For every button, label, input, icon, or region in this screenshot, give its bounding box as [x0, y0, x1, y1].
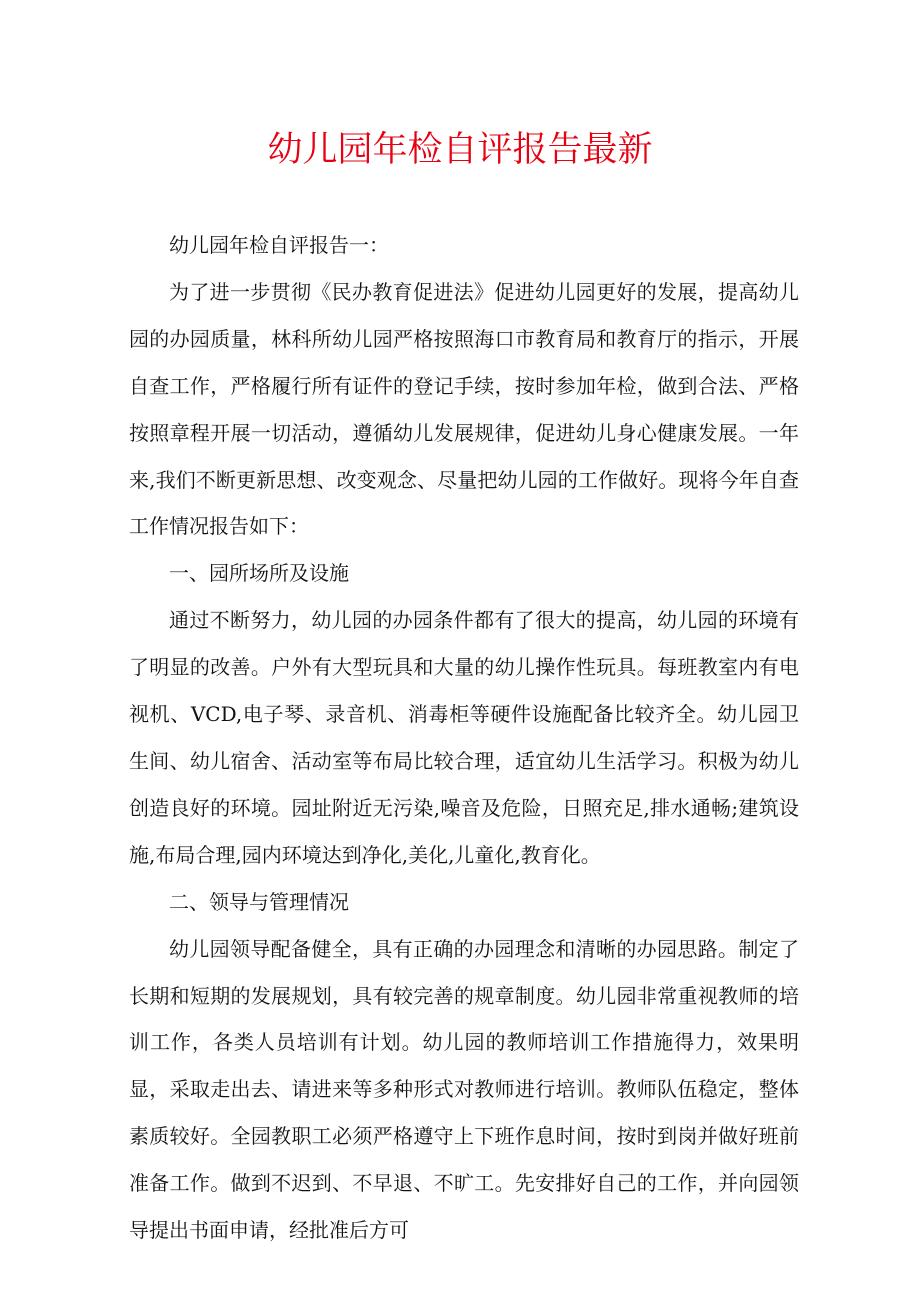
paragraph-overview: 为了进一步贯彻《民办教育促进法》促进幼儿园更好的发展，提高幼儿园的办园质量，林科所幼儿园严格按照海口市教育局和教育厅的指示，开展自查工作，严格履行所有证件的登记手续，按时参加年检，做到合法、严格按照章程开展一切活动，遵循幼儿发展规律，促进幼儿身心健康发展。一年来,我们不断更新思想、改变观念、尽量把幼儿园的工作做好。现将今年自查工作情况报告如下： — [129, 279, 799, 539]
paragraph-management: 幼儿园领导配备健全，具有正确的办园理念和清晰的办园思路。制定了长期和短期的发展规划，具有较完善的规章制度。幼儿园非常重视教师的培训工作，各类人员培训有计划。幼儿园的教师培训工作措施得力，效果明显，采取走出去、请进来等多种形式对教师进行培训。教师队伍稳定，整体素质较好。全园教职工必须严格遵守上下班作息时间，按时到岗并做好班前准备工作。做到不迟到、不早退、不旷工。先安排好自己的工作，并向园领导提出书面申请，经批准后方可 — [129, 936, 799, 1243]
section-heading-facilities: 一、园所场所及设施 — [169, 561, 349, 586]
document-title: 幼儿园年检自评报告最新 — [267, 130, 653, 170]
section-heading-management: 二、领导与管理情况 — [169, 889, 349, 914]
paragraph-report-intro: 幼儿园年检自评报告一： — [169, 233, 389, 257]
document-body — [129, 222, 799, 1254]
paragraph-facilities: 通过不断努力，幼儿园的办园条件都有了很大的提高，幼儿园的环境有了明显的改善。户外有大型玩具和大量的幼儿操作性玩具。每班教室内有电视机、VCD,电子琴、录音机、消毒柜等硬件设施配备比较齐全。幼儿园卫生间、幼儿宿舍、活动室等布局比较合理，适宜幼儿生活学习。积极为幼儿创造良好的环境。园址附近无污染,噪音及危险，日照充足,排水通畅;建筑设施,布局合理,园内环境达到净化,美化,儿童化,教育化。 — [129, 608, 799, 867]
